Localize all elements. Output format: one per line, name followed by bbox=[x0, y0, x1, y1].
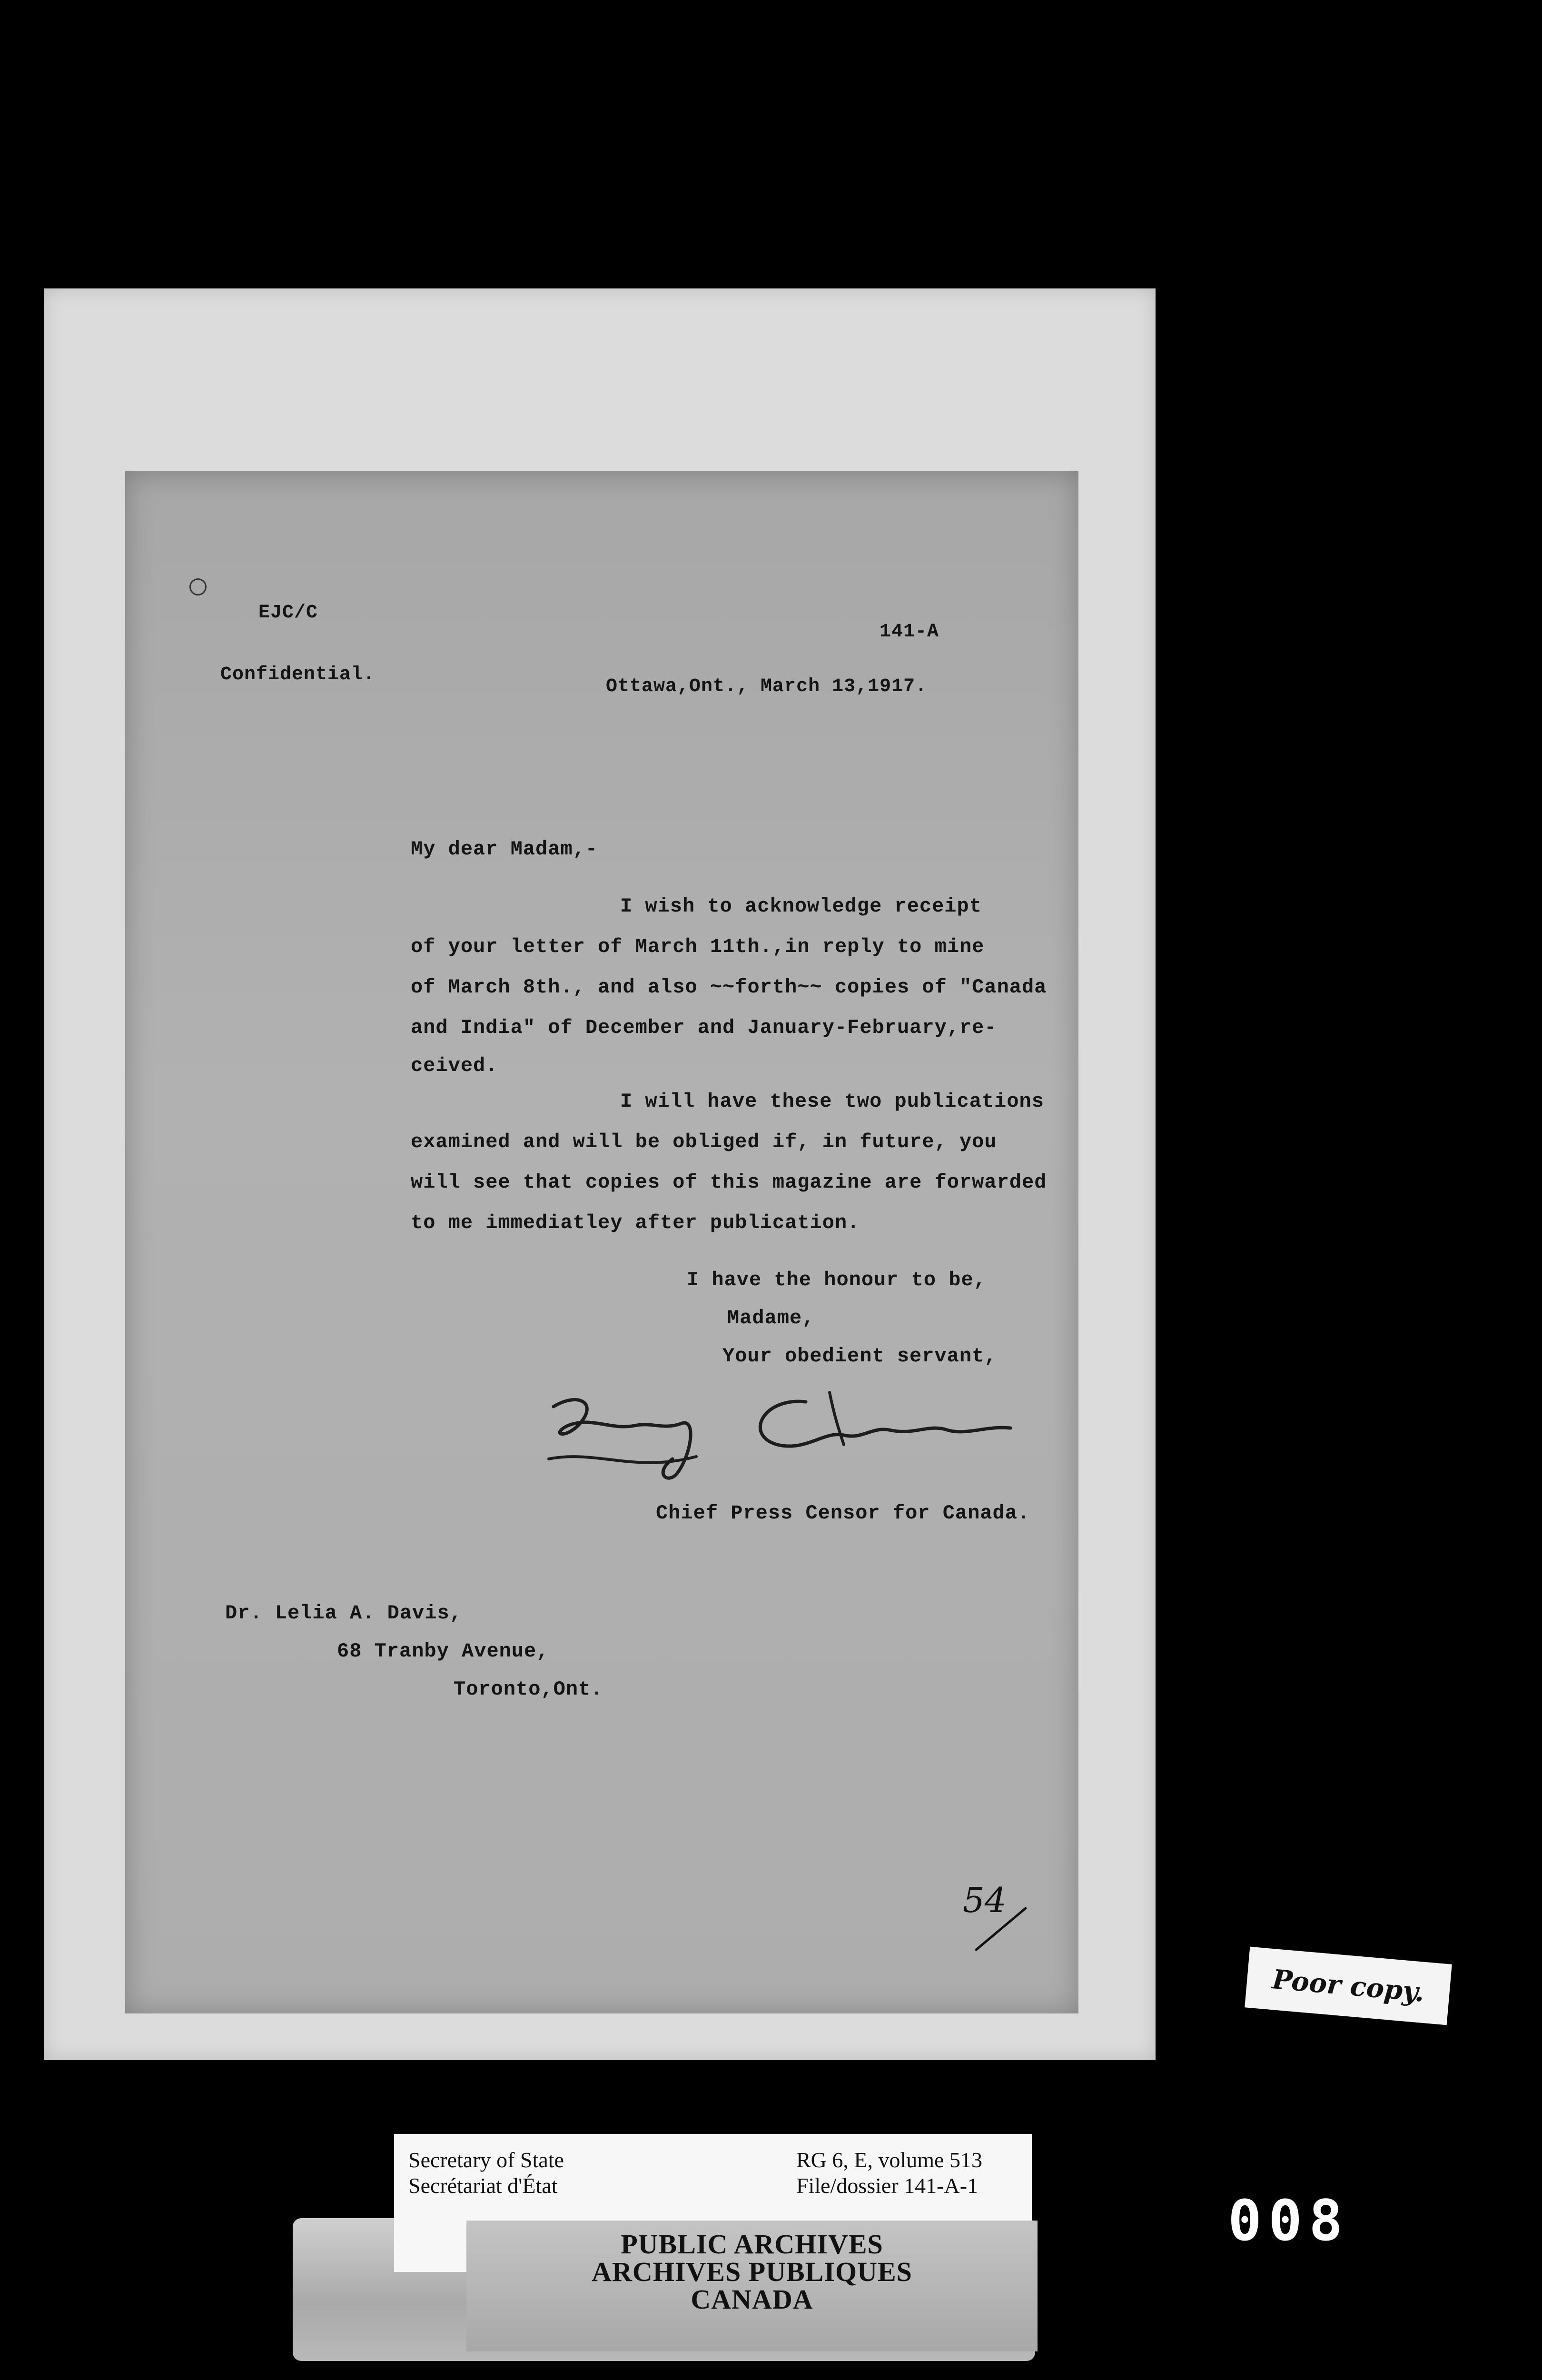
punch-hole bbox=[189, 578, 207, 595]
frame-counter bbox=[1228, 2188, 1350, 2253]
file-number: 141-A bbox=[880, 621, 939, 643]
volume-reference: RG 6, E, volume 513 bbox=[796, 2148, 982, 2172]
body-line: I wish to acknowledge receipt bbox=[620, 895, 982, 918]
body-line: to me immediatley after publication. bbox=[411, 1211, 860, 1234]
body-line: will see that copies of this magazine are forwarded bbox=[411, 1171, 1047, 1194]
body-line: ceived. bbox=[411, 1054, 498, 1077]
body-line: and India" of December and January-February,re- bbox=[411, 1016, 997, 1039]
label-line: ARCHIVES PUBLIQUES bbox=[592, 2256, 912, 2287]
public-archives-label bbox=[466, 2221, 1038, 2351]
poor-copy-text: Poor copy. bbox=[1271, 1964, 1426, 2008]
letter-page bbox=[125, 471, 1078, 2013]
body-line: of your letter of March 11th.,in reply to mine bbox=[411, 935, 985, 958]
fonds-french: Secrétariat d'État bbox=[408, 2173, 558, 2198]
signature-title: Chief Press Censor for Canada. bbox=[656, 1502, 1030, 1525]
file-reference: File/dossier 141-A-1 bbox=[796, 2173, 979, 2198]
label-line: CANADA bbox=[691, 2284, 813, 2315]
closing-line: Your obedient servant, bbox=[722, 1345, 997, 1368]
fonds-english: Secretary of State bbox=[408, 2148, 564, 2172]
salutation: My dear Madam,- bbox=[411, 838, 598, 861]
classification: Confidential. bbox=[220, 664, 376, 685]
signature bbox=[539, 1378, 1015, 1488]
addressee-street: 68 Tranby Avenue, bbox=[337, 1640, 549, 1663]
closing-line: Madame, bbox=[727, 1307, 815, 1329]
addressee-name: Dr. Lelia A. Davis, bbox=[225, 1602, 462, 1625]
addressee-city: Toronto,Ont. bbox=[454, 1678, 603, 1701]
frame-counter-value: 008 bbox=[1228, 2188, 1350, 2253]
body-line: of March 8th., and also ~~forth~~ copies of "Canada bbox=[411, 976, 1047, 999]
closing-line: I have the honour to be, bbox=[687, 1269, 986, 1291]
place-date: Ottawa,Ont., March 13,1917. bbox=[606, 676, 928, 697]
label-line: PUBLIC ARCHIVES bbox=[621, 2229, 883, 2260]
page-mark: 54 bbox=[963, 1880, 1007, 1920]
body-line: I will have these two publications bbox=[620, 1090, 1044, 1113]
body-line: examined and will be obliged if, in future, you bbox=[411, 1130, 997, 1153]
poor-copy-note bbox=[1245, 1947, 1452, 2025]
reference-code: EJC/C bbox=[258, 602, 318, 624]
